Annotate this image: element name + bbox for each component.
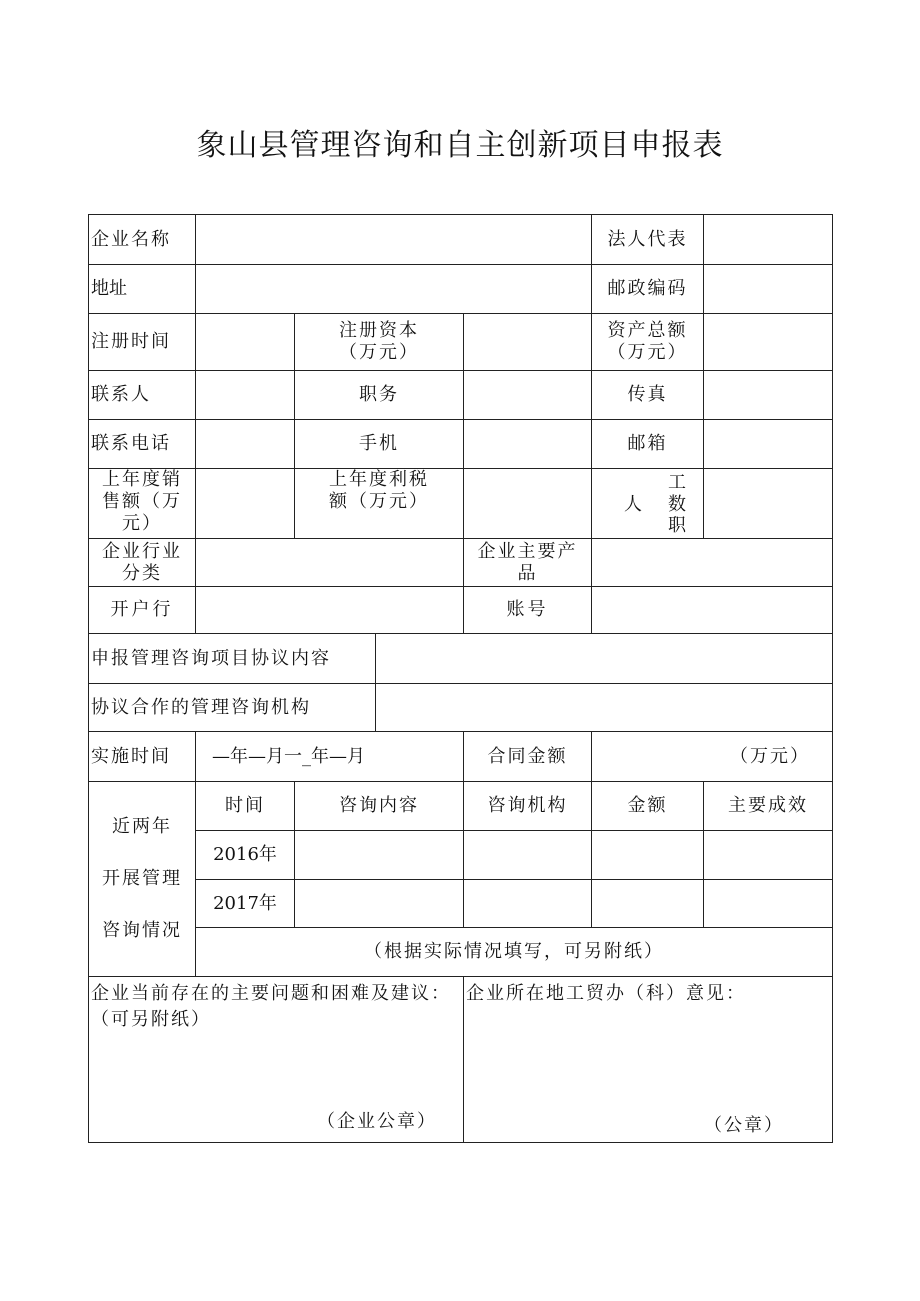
address-field[interactable] [196,265,592,314]
email-field[interactable] [704,420,833,469]
row-phone [89,420,833,469]
row-implementation [89,732,833,782]
history-2017-result[interactable] [704,880,833,928]
bank-field[interactable] [196,587,464,634]
row-industry [89,539,833,587]
total-assets-text: 资产总额 [607,320,688,341]
last-sales-line-3: 元） [122,513,162,534]
company-seal-label: （企业公章） [317,1111,437,1132]
history-year-2016: 2016年 [196,831,295,880]
history-row-2017 [89,880,833,928]
legal-rep-field[interactable] [704,215,833,265]
workers-gong: 工 [668,471,686,493]
workers-label [592,469,704,539]
history-header-result: 主要成效 [704,782,833,831]
postal-code-field[interactable] [704,265,833,314]
workers-field[interactable] [704,469,833,539]
local-office-box-inner [464,977,832,1141]
history-2016-org[interactable] [464,831,592,880]
history-header-content: 咨询内容 [295,782,464,831]
row-history-header [89,782,833,831]
phone-label: 联系电话 [89,420,196,469]
row-consult-org [89,684,833,732]
legal-rep-label: 法人代表 [592,215,704,265]
impl-time-label: 实施时间 [89,732,196,782]
project-content-field[interactable] [376,634,833,684]
reg-capital-unit: （万元） [339,342,419,363]
local-office-opinion-text: 企业所在地工贸办（科）意见： [466,983,746,1004]
history-header-org: 咨询机构 [464,782,592,831]
main-product-field[interactable] [592,539,833,587]
company-name-field[interactable] [196,215,592,265]
email-label: 邮箱 [592,420,704,469]
history-label-line-3: 咨询情况 [102,920,182,941]
workers-shu: 数 [668,493,686,515]
main-product-line-2: 品 [517,562,538,584]
industry-field[interactable] [196,539,464,587]
mobile-field[interactable] [464,420,592,469]
industry-label [89,539,196,587]
account-label: 账号 [464,587,592,634]
industry-line-1: 企业行业 [102,540,182,562]
last-sales-field[interactable] [196,469,295,539]
industry-line-2: 分类 [122,562,162,584]
mobile-label: 手机 [295,420,464,469]
row-opinions [89,977,833,1143]
phone-field[interactable] [196,420,295,469]
row-project-content [89,634,833,684]
contact-label: 联系人 [89,371,196,420]
contract-amount-label: 合同金额 [464,732,592,782]
history-2017-org[interactable] [464,880,592,928]
problems-text: 企业当前存在的主要问题和困难及建议：（可另附纸） [91,983,451,1030]
row-registration [89,314,833,371]
last-sales-line-2: 售额（万 [102,491,182,512]
history-label [89,782,196,977]
form-title: 象山县管理咨询和自主创新项目申报表 [196,128,724,163]
company-name-label: 企业名称 [89,215,196,265]
last-sales-line-1: 上年度销 [102,469,182,490]
last-tax-line-1: 上年度利税 [329,469,429,490]
last-sales-label [89,469,196,539]
row-bank [89,587,833,634]
reg-capital-field[interactable] [464,314,592,371]
address-label: 地址 [89,265,196,314]
project-content-label: 申报管理咨询项目协议内容 [89,634,376,684]
history-note: （根据实际情况填写，可另附纸） [196,928,833,977]
postal-code-label: 邮政编码 [592,265,704,314]
reg-time-field[interactable] [196,314,295,371]
official-seal-label: （公章） [704,1115,784,1136]
last-tax-label [295,469,464,539]
history-note-row [89,928,833,977]
main-product-line-1: 企业主要产 [477,540,578,562]
total-assets-label [592,314,704,371]
reg-time-label: 注册时间 [89,314,196,371]
main-product-label [464,539,592,587]
history-header-amount: 金额 [592,782,704,831]
history-2017-content[interactable] [295,880,464,928]
problems-box[interactable] [89,977,464,1143]
history-year-2017: 2017年 [196,880,295,928]
history-row-2016 [89,831,833,880]
history-2016-result[interactable] [704,831,833,880]
history-label-line-1: 近两年 [112,816,172,837]
fax-field[interactable] [704,371,833,420]
contract-amount-field[interactable]: （万元） [592,732,833,782]
account-field[interactable] [592,587,833,634]
row-company-name [89,215,833,265]
row-address [89,265,833,314]
position-field[interactable] [464,371,592,420]
total-assets-field[interactable] [704,314,833,371]
consult-org-label: 协议合作的管理咨询机构 [89,684,376,732]
bank-label: 开户行 [89,587,196,634]
row-last-year [89,469,833,539]
history-2016-content[interactable] [295,831,464,880]
reg-capital-label [295,314,464,371]
history-2016-amount[interactable] [592,831,704,880]
impl-time-value[interactable]: —年—月一_年—月 [196,732,464,782]
local-office-opinion-box[interactable] [464,977,833,1143]
last-tax-field[interactable] [464,469,592,539]
fax-label: 传真 [592,371,704,420]
workers-ren: 人 [624,493,642,515]
history-2017-amount[interactable] [592,880,704,928]
row-contact [89,371,833,420]
workers-zhi: 职 [668,514,686,536]
application-form-table [88,214,833,1143]
last-tax-line-2: 额（万元） [329,491,429,512]
reg-capital-text: 注册资本 [339,320,419,341]
contact-field[interactable] [196,371,295,420]
problems-box-inner [89,977,463,1141]
position-label: 职务 [295,371,464,420]
history-label-line-2: 开展管理 [102,868,182,889]
workers-label-box [594,470,701,538]
consult-org-field[interactable] [376,684,833,732]
history-header-time: 时间 [196,782,295,831]
total-assets-unit: （万元） [607,342,688,363]
